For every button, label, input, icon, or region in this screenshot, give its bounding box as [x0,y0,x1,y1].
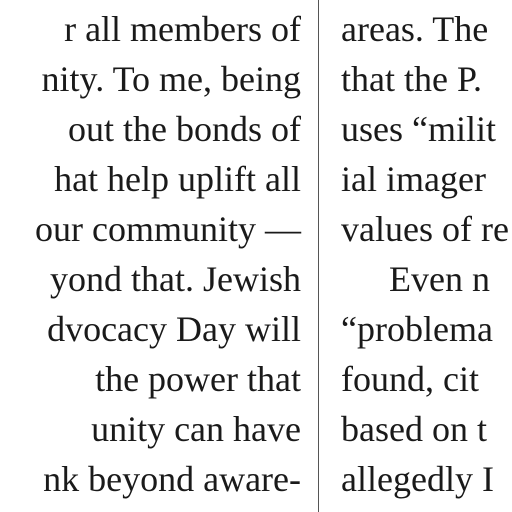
left-line-2: nity. To me, being [41,59,301,99]
right-line-5: values of re [341,209,509,249]
left-line-6: yond that. Jewish [50,259,301,299]
right-line-8: found, cit [341,359,479,399]
right-line-9: based on t [341,409,487,449]
left-line-10: nk beyond aware- [43,459,301,499]
right-line-2: that the P. [341,59,482,99]
right-line-10: allegedly I [341,459,494,499]
right-line-3: uses “milit [341,109,496,149]
left-line-8: the power that [95,359,301,399]
right-line-7: “problema [341,309,493,349]
right-line-1: areas. The [341,9,489,49]
left-line-4: hat help uplift all [54,159,301,199]
column-divider [318,0,319,512]
left-line-9: unity can have [91,409,301,449]
left-line-1: r all members of [64,9,301,49]
left-line-3: out the bonds of [68,109,301,149]
right-line-6: Even n [389,259,490,299]
right-line-4: ial imager [341,159,486,199]
left-line-7: dvocacy Day will [47,309,301,349]
left-line-5: our community — [35,209,301,249]
